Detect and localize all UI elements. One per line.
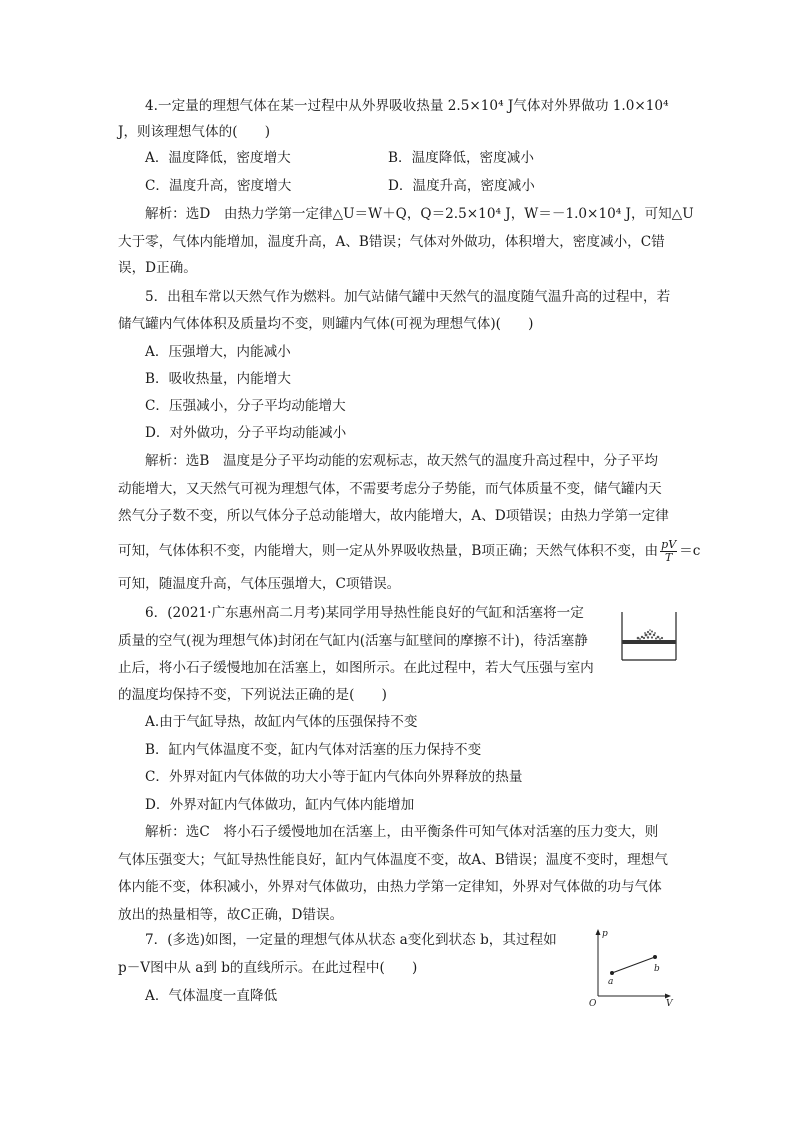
q5-analysis-line4-text: 可知，气体体积不变，内能增大，则一定从外界吸收热量，B项正确；天然气体积不变，由 [118,543,659,559]
q4-analysis-line1: 解析：选D 由热力学第一定律△U＝W＋Q，Q＝2.5×10⁴ J，W＝－1.0×10⁴ J，可知△U [145,206,694,222]
q5-analysis-line3: 然气分子数不变，所以气体分子总动能增大，故内能增大，A、D项错误；由热力学第一定律 [118,508,669,524]
state-b-label: b [654,964,660,974]
q6-analysis-line2: 气体压强变大；气缸导热性能良好，缸内气体温度不变，故A、B错误；温度不变时，理想气 [118,852,668,868]
pebbles-icon [637,629,663,640]
v-axis-label: V [666,999,673,1009]
q5-option-d: D．对外做功，分子平均动能减小 [145,425,347,441]
q5-analysis-line4 [118,539,700,564]
fraction-numerator: pV [661,538,677,551]
q6-analysis-line1: 解析：选C 将小石子缓慢地加在活塞上，由平衡条件可知气体对活塞的压力变大，则 [145,824,659,840]
q5-analysis-line5: 可知，随温度升高，气体压强增大，C项错误。 [118,576,401,592]
q6-option-c: C．外界对缸内气体做的功大小等于缸内气体向外界释放的热量 [145,769,523,785]
process-line-a-to-b [612,957,655,973]
state-b-point [653,955,657,959]
gas-cylinder-figure [618,608,680,664]
q4-analysis-line3: 误，D正确。 [118,260,197,276]
pv-over-t-fraction [660,539,677,564]
q7-stem-line2: p－V图中从 a到 b的直线所示。在此过程中( ) [118,960,418,976]
q5-analysis-line4-tail: ＝c [679,543,701,559]
state-a-point [610,971,614,975]
q6-analysis-line3: 体内能不变，体积减小，外界对气体做功，由热力学第一定律知，外界对气体做的功与气体 [118,879,662,895]
state-a-label: a [608,977,614,987]
q4-option-d: D．温度升高，密度减小 [388,178,535,194]
q6-option-b: B．缸内气体温度不变，缸内气体对活塞的压力保持不变 [145,742,482,758]
piston-icon [623,640,676,644]
origin-label: O [589,999,597,1009]
q5-stem-line1: 5．出租车常以天然气作为燃料。加气站储气罐中天然气的温度随气温升高的过程中，若 [145,289,671,305]
pv-graph-figure [584,926,684,1010]
q4-option-a: A．温度降低，密度增大 [145,150,291,166]
q5-analysis-line2: 动能增大，又天然气可视为理想气体，不需要考虑分子势能，而气体质量不变，储气罐内天 [118,481,662,497]
q6-option-a: A.由于气缸导热，故缸内气体的压强保持不变 [145,714,418,730]
q6-stem-line1: 6．(2021·广东惠州高二月考)某同学用导热性能良好的气缸和活塞将一定 [145,605,584,621]
q5-option-a: A．压强增大，内能减小 [145,344,291,360]
p-axis-label: p [602,929,608,939]
q6-analysis-line4: 放出的热量相等，故C正确，D错误。 [118,907,344,923]
q7-stem-line1: 7．(多选)如图，一定量的理想气体从状态 a变化到状态 b，其过程如 [145,932,557,948]
q4-option-c: C．温度升高，密度增大 [145,178,292,194]
fraction-denominator: T [664,551,673,564]
q4-option-b: B．温度降低，密度减小 [388,150,534,166]
q6-stem-line3: 止后，将小石子缓慢地加在活塞上，如图所示。在此过程中，若大气压强与室内 [118,660,594,676]
q4-analysis-line2: 大于零，气体内能增加，温度升高，A、B错误；气体对外做功，体积增大，密度减小，C错 [118,234,665,250]
q5-option-c: C．压强减小，分子平均动能增大 [145,398,346,414]
q6-option-d: D．外界对缸内气体做功，缸内气体内能增加 [145,797,415,813]
q5-stem-line2: 储气罐内气体体积及质量均不变，则罐内气体(可视为理想气体)( ) [118,316,534,332]
q6-stem-line4: 的温度均保持不变，下列说法正确的是( ) [118,687,387,703]
q6-stem-line2: 质量的空气(视为理想气体)封闭在气缸内(活塞与缸壁间的摩擦不计)，待活塞静 [118,633,588,649]
q4-stem-line1: 4.一定量的理想气体在某一过程中从外界吸收热量 2.5×10⁴ J气体对外界做功 1.0×10⁴ [145,98,669,114]
q7-option-a: A．气体温度一直降低 [145,988,278,1004]
q4-stem-line2: J，则该理想气体的( ) [118,124,270,140]
q5-analysis-line1: 解析：选B 温度是分子平均动能的宏观标志，故天然气的温度升高过程中，分子平均 [145,453,658,469]
q5-option-b: B．吸收热量，内能增大 [145,371,291,387]
